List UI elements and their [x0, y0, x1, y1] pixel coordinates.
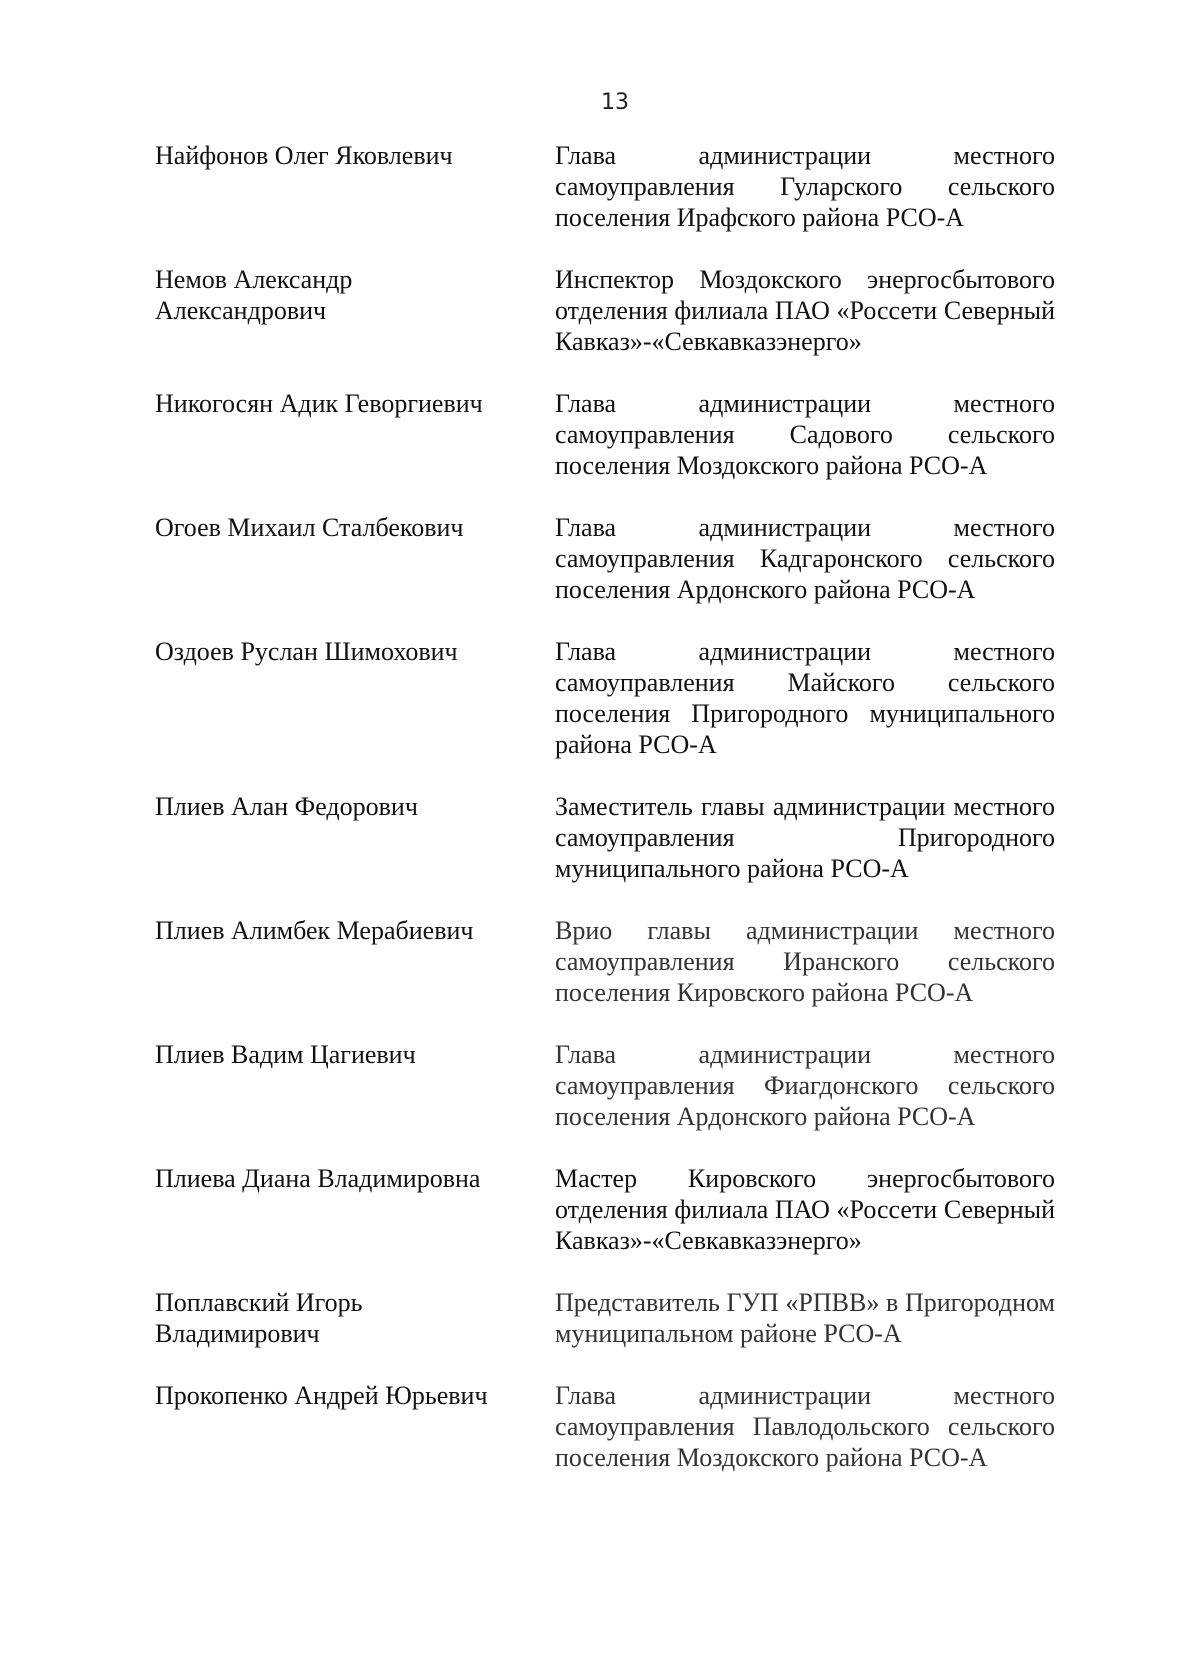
list-item [155, 264, 1055, 357]
person-name: Найфонов Олег Яковлевич [155, 141, 453, 170]
list-item [155, 1380, 1055, 1473]
member-list [155, 140, 1055, 1504]
person-role: Заместитель главы администрации местного самоуправления Пригородного муниципального района РСО-А [555, 792, 1055, 883]
person-name: Огоев Михаил Сталбекович [155, 513, 464, 542]
list-item [155, 1039, 1055, 1132]
list-item [155, 1163, 1055, 1256]
person-name: Плиев Алан Федорович [155, 792, 418, 821]
list-item [155, 512, 1055, 605]
person-role: Инспектор Моздокского энергосбытового отделения филиала ПАО «Россети Северный Кавказ»-«Севкавказэнерго» [555, 265, 1055, 356]
person-role: Врио главы администрации местного самоуправления Иранского сельского поселения Кировского района РСО-А [555, 916, 1055, 1007]
person-name: Прокопенко Андрей Юрьевич [155, 1381, 488, 1410]
list-item [155, 915, 1055, 1008]
list-item [155, 388, 1055, 481]
list-item [155, 140, 1055, 233]
page-number: 13 [601, 90, 629, 115]
person-name: Плиев Алимбек Мерабиевич [155, 916, 474, 945]
person-name: Оздоев Руслан Шимохович [155, 637, 458, 666]
person-role: Глава администрации местного самоуправления Фиагдонского сельского поселения Ардонского района РСО-А [555, 1040, 1055, 1131]
person-role: Глава администрации местного самоуправления Майского сельского поселения Пригородного муниципального района РСО-А [555, 637, 1055, 759]
person-role: Глава администрации местного самоуправления Кадгаронского сельского поселения Ардонского района РСО-А [555, 513, 1055, 604]
person-role: Представитель ГУП «РПВВ» в Пригородном муниципальном районе РСО-А [555, 1288, 1055, 1348]
person-role: Мастер Кировского энергосбытового отделения филиала ПАО «Россети Северный Кавказ»-«Севкавказэнерго» [555, 1164, 1055, 1255]
list-item [155, 1287, 1055, 1349]
person-name: Плиев Вадим Цагиевич [155, 1040, 416, 1069]
person-role: Глава администрации местного самоуправления Гуларского сельского поселения Ирафского района РСО-А [555, 141, 1055, 232]
person-name: Плиева Диана Владимировна [155, 1164, 481, 1193]
list-item [155, 636, 1055, 760]
person-name: Немов Александр Александрович [155, 265, 353, 325]
list-item [155, 791, 1055, 884]
person-name: Никогосян Адик Геворгиевич [155, 389, 483, 418]
person-role: Глава администрации местного самоуправления Садового сельского поселения Моздокского района РСО-А [555, 389, 1055, 480]
person-name: Поплавский Игорь Владимирович [155, 1288, 363, 1348]
person-role: Глава администрации местного самоуправления Павлодольского сельского поселения Моздокского района РСО-А [555, 1381, 1055, 1472]
